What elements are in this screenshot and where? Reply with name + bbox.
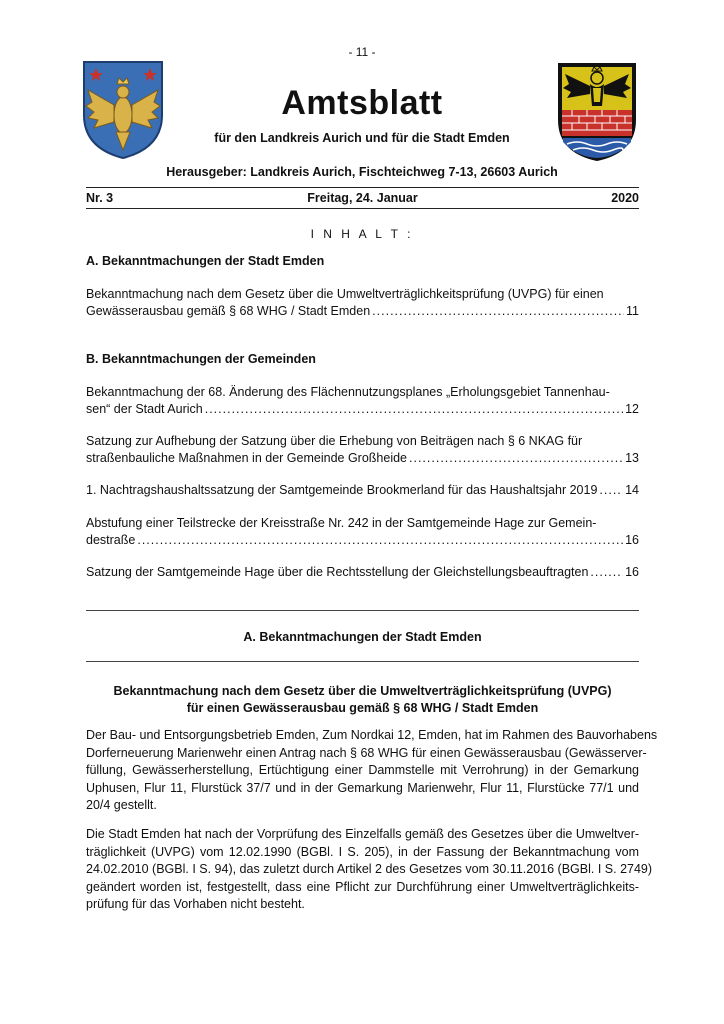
paragraph-line: Die Stadt Emden hat nach der Vorprüfung des Einzelfalls gemäß des Gesetzes über die Umweltver- <box>86 827 640 841</box>
toc-entry-text: straßenbauliche Maßnahmen in der Gemeinde Großheide <box>86 451 408 465</box>
toc-entry-text: Satzung der Samtgemeinde Hage über die Rechtsstellung der Gleichstellungsbeauftragten <box>86 565 589 579</box>
paragraph-line: füllung, Gewässerherstellung, Ertüchtigung einer Dammstelle mit Verrohrung) in der Gemarkung <box>86 763 639 777</box>
toc-heading: I N H A L T : <box>310 227 414 241</box>
issue-bar <box>86 187 639 209</box>
toc-leader-dots <box>599 482 623 499</box>
toc-page-number: 11 <box>626 304 639 318</box>
publisher-line: Herausgeber: Landkreis Aurich, Fischteichweg 7-13, 26603 Aurich <box>166 165 558 179</box>
toc-leader-dots <box>409 450 623 467</box>
toc-page-number: 16 <box>625 565 639 579</box>
divider <box>86 661 639 662</box>
toc-section-a-heading: A. Bekanntmachungen der Stadt Emden <box>86 254 325 268</box>
toc-entry <box>86 515 639 549</box>
toc-page-number: 16 <box>625 533 639 547</box>
toc-entry-text: Gewässerausbau gemäß § 68 WHG / Stadt Emden <box>86 304 371 318</box>
paragraph <box>86 727 658 815</box>
page-number: - 11 - <box>348 45 376 59</box>
toc-leader-dots <box>372 303 624 320</box>
document-title: Amtsblatt <box>281 84 443 122</box>
toc-entry <box>86 384 639 418</box>
section-heading: A. Bekanntmachungen der Stadt Emden <box>243 630 482 644</box>
article-title <box>86 683 639 717</box>
toc-entry <box>86 286 639 320</box>
paragraph-line: geändert worden ist, festgestellt, dass eine Pflicht zur Durchführung einer Umweltverträglichkeits- <box>86 879 639 894</box>
issue-number: Nr. 3 <box>86 191 114 205</box>
paragraph-line: Der Bau- und Entsorgungsbetrieb Emden, Zum Nordkai 12, Emden, hat im Rahmen des Bauvorhabens <box>86 728 658 742</box>
toc-entry-line: Abstufung einer Teilstrecke der Kreisstraße Nr. 242 in der Samtgemeinde Hage zur Gemein- <box>86 516 597 530</box>
paragraph-line: 24.02.2010 (BGBl. I S. 94), das zuletzt durch Artikel 2 des Gesetzes vom 30.11.2016 (BGBl. I S. 2749) <box>86 862 653 876</box>
toc-section-b-heading: B. Bekanntmachungen der Gemeinden <box>86 352 316 366</box>
issue-year: 2020 <box>611 191 639 205</box>
toc-leader-dots <box>590 564 623 581</box>
article-title-line: Bekanntmachung nach dem Gesetz über die Umweltverträglichkeitsprüfung (UVPG) <box>113 684 612 698</box>
toc-page-number: 13 <box>625 451 639 465</box>
divider <box>86 610 639 611</box>
paragraph-line: Uphusen, Flur 11, Flurstück 37/7 und in der Gemarkung Marienwehr, Flur 11, Flurstücke 77/1 und <box>86 780 639 795</box>
paragraph-line: prüfung für das Vorhaben nicht besteht. <box>86 897 305 911</box>
article-title-line: für einen Gewässerausbau gemäß § 68 WHG / Stadt Emden <box>186 701 539 715</box>
paragraph-line: Dorferneuerung Marienwehr einen Antrag nach § 68 WHG für einen Gewässerausbau (Gewässerver- <box>86 745 647 760</box>
toc-page-number: 14 <box>625 483 639 497</box>
toc-entry-line: Satzung zur Aufhebung der Satzung über die Erhebung von Beiträgen nach § 6 NKAG für <box>86 434 583 448</box>
toc-leader-dots <box>137 532 623 549</box>
toc-entry <box>86 482 639 499</box>
paragraph-line: träglichkeit (UVPG) vom 12.02.1990 (BGBl. I S. 205), in der Fassung der Bekanntmachung vom <box>86 844 639 859</box>
toc-entry-text: 1. Nachtragshaushaltssatzung der Samtgemeinde Brookmerland für das Haushaltsjahr 2019 <box>86 483 598 497</box>
toc-page-number: 12 <box>625 402 639 416</box>
toc-entry-text: sen“ der Stadt Aurich <box>86 402 203 416</box>
paragraph <box>86 826 653 914</box>
toc-leader-dots <box>205 401 623 418</box>
toc-entry-text: destraße <box>86 533 136 547</box>
document-subtitle: für den Landkreis Aurich und für die Stadt Emden <box>214 131 510 145</box>
issue-date: Freitag, 24. Januar <box>307 191 418 205</box>
toc-entry <box>86 433 639 467</box>
toc-entry-line: Bekanntmachung der 68. Änderung des Flächennutzungsplanes „Erholungsgebiet Tannenhau- <box>86 385 610 399</box>
toc-entry <box>86 564 639 581</box>
paragraph-line: 20/4 gestellt. <box>86 798 157 812</box>
toc-entry-line: Bekanntmachung nach dem Gesetz über die Umweltverträglichkeitsprüfung (UVPG) für einen <box>86 287 604 301</box>
